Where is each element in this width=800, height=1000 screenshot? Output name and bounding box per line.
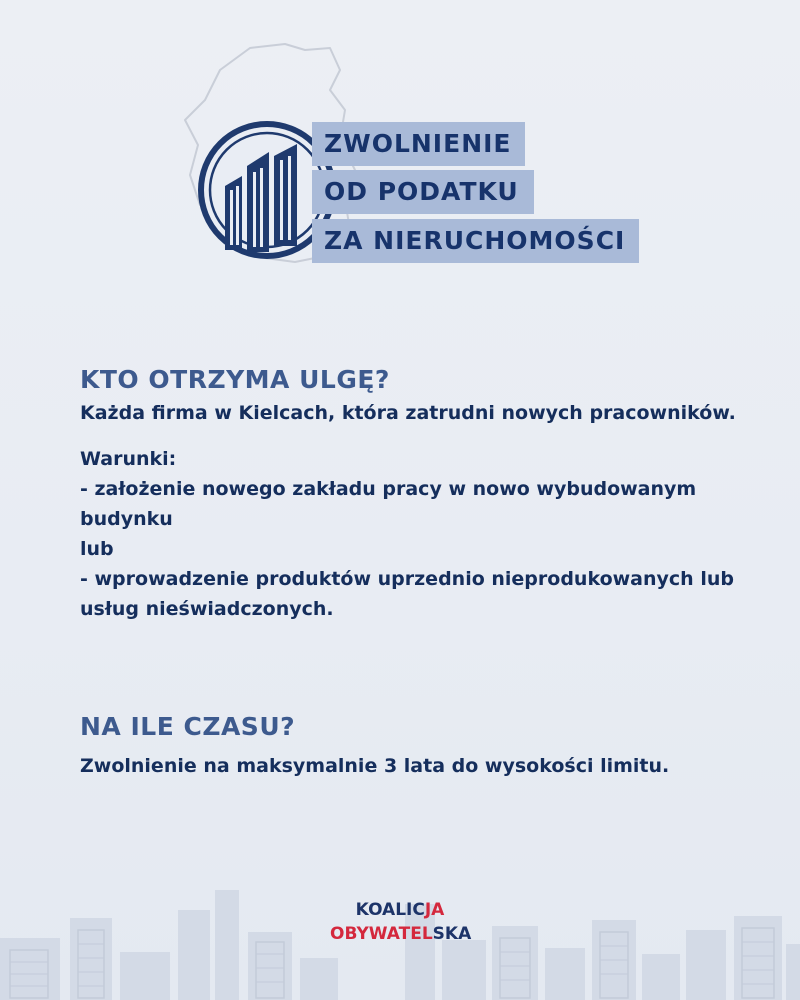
- logo-line-2: OBYWATELSKA: [330, 924, 472, 944]
- eligibility-heading: KTO OTRZYMA ULGĘ?: [80, 365, 390, 394]
- duration-heading: NA ILE CZASU?: [80, 712, 296, 741]
- logo-line-1: KOALICJA: [355, 900, 445, 920]
- party-logo: [330, 898, 470, 946]
- condition-item-1: - założenie nowego zakładu pracy w nowo wybudowanym budynku: [80, 478, 697, 530]
- condition-item-2: - wprowadzenie produktów uprzednio nieprodukowanych lub usług nieświadczonych.: [80, 568, 734, 620]
- eligibility-text: Każda firma w Kielcach, która zatrudni nowych pracowników.: [80, 402, 736, 424]
- title-line-3: ZA NIERUCHOMOŚCI: [312, 219, 639, 263]
- conditions-label: Warunki:: [80, 448, 177, 470]
- conditions-or: lub: [80, 538, 114, 560]
- title-line-1: ZWOLNIENIE: [312, 122, 525, 166]
- conditions-block: [80, 444, 760, 624]
- duration-section: [80, 712, 760, 781]
- title-line-2: OD PODATKU: [312, 170, 534, 214]
- eligibility-section: [80, 365, 760, 624]
- duration-text: Zwolnienie na maksymalnie 3 lata do wysokości limitu.: [80, 755, 670, 777]
